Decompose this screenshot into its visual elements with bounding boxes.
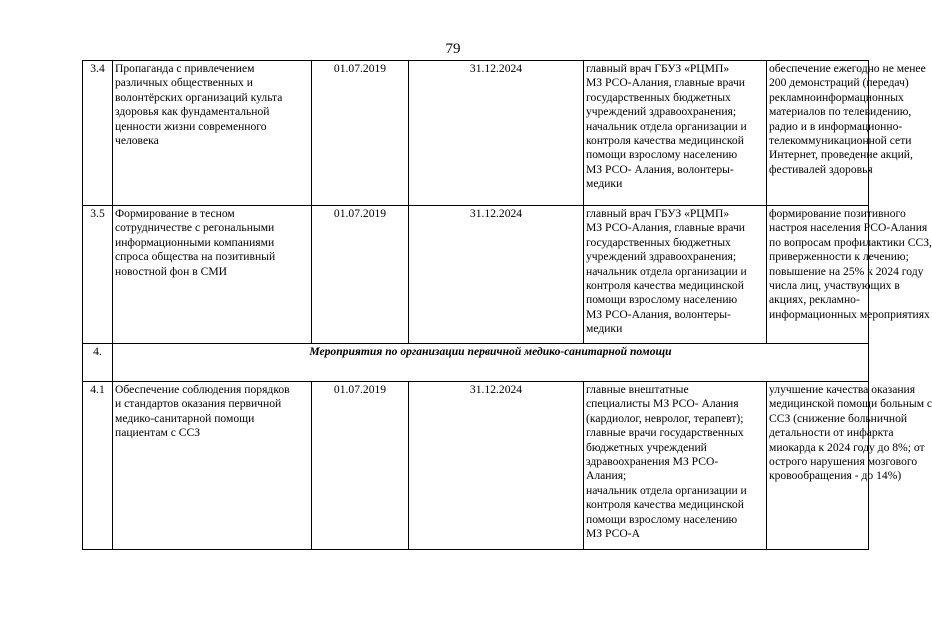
start-date: 01.07.2019 — [312, 206, 409, 344]
result-line: фестивалей здоровья — [769, 162, 873, 176]
responsible-line: начальник отдела организации и — [586, 483, 747, 497]
responsible-cell — [584, 206, 767, 344]
result-cell — [767, 61, 926, 206]
result-line: повышение на 25% к 2024 году — [769, 264, 924, 278]
result-line: ССЗ (снижение больничной — [769, 411, 908, 425]
event-line: здоровья как фундаментальной — [115, 105, 270, 119]
event-line: ценности жизни современного — [115, 119, 267, 133]
event-line: Обеспечение соблюдения порядков — [115, 383, 290, 396]
responsible-line: (кардиолог, невролог, терапевт); — [586, 411, 744, 425]
event-line: различных общественных и — [115, 76, 253, 90]
page-number: 79 — [445, 41, 461, 57]
result-line: телекоммуникационной сети — [769, 134, 912, 148]
responsible-line: контроля качества медицинской — [586, 498, 744, 512]
event-line: пациентам с ССЗ — [115, 426, 201, 440]
responsible-line: начальник отдела организации и — [586, 119, 747, 133]
responsible-line: бюджетных учреждений — [586, 440, 707, 454]
event-line: сотрудничестве с регональными — [115, 221, 275, 235]
responsible-line: МЗ РСО-А — [586, 527, 640, 541]
event-line: медико-санитарной помощи — [115, 411, 255, 425]
result-line: акциях, рекламно- — [769, 293, 860, 307]
event-line: человека — [115, 134, 159, 148]
result-line: Интернет, проведение акций, — [769, 148, 913, 162]
end-date: 31.12.2024 — [409, 206, 584, 344]
result-line: радио и в информационно- — [769, 119, 903, 133]
responsible-line: контроля качества медицинской — [586, 134, 744, 148]
result-line: 200 демонстраций (передач) — [769, 76, 909, 90]
responsible-line: медики — [586, 322, 623, 336]
event-line: Пропаганда с привлечением — [115, 62, 255, 75]
result-cell — [767, 206, 932, 344]
responsible-line: МЗ РСО-Алания, главные врачи — [586, 221, 746, 235]
activity-table — [82, 60, 932, 550]
section-number: 4. — [83, 344, 113, 382]
result-line: обеспечение ежегодно не менее — [769, 62, 926, 75]
responsible-line: здравоохранения МЗ РСО- — [586, 455, 719, 469]
event-line: информационными компаниями — [115, 235, 275, 249]
section-title: Мероприятия по организации первичной медико-санитарной помощи — [113, 344, 869, 382]
responsible-line: начальник отдела организации и — [586, 264, 747, 278]
responsible-line: учреждений здравоохранения; — [586, 105, 737, 119]
result-line: кровообращения - до 14%) — [769, 469, 902, 483]
responsible-line: государственных бюджетных — [586, 90, 731, 104]
responsible-line: государственных бюджетных — [586, 235, 731, 249]
responsible-cell — [584, 61, 767, 206]
responsible-line: медики — [586, 177, 623, 191]
table-row-3-4 — [83, 61, 869, 206]
responsible-line: МЗ РСО-Алания, главные врачи — [586, 76, 746, 90]
result-line: по вопросам профилактики ССЗ, — [769, 235, 932, 249]
responsible-line: Алания; — [586, 469, 627, 483]
responsible-line: учреждений здравоохранения; — [586, 250, 737, 264]
responsible-line: помощи взрослому населению — [586, 293, 738, 307]
responsible-cell — [584, 382, 767, 550]
event-line: новостной фон в СМИ — [115, 264, 227, 278]
responsible-line: помощи взрослому населению — [586, 512, 738, 526]
row-number: 3.5 — [83, 206, 113, 344]
result-line: настроя населения РСО-Алания — [769, 221, 928, 235]
result-line: детальности от инфаркта — [769, 426, 894, 440]
responsible-line: помощи взрослому населению — [586, 148, 738, 162]
event-line: Формирование в тесном — [115, 207, 235, 220]
responsible-line: контроля качества медицинской — [586, 279, 744, 293]
section-row-4 — [83, 344, 869, 382]
result-line: формирование позитивного — [769, 207, 906, 220]
start-date: 01.07.2019 — [312, 382, 409, 550]
event-line: волонтёрских организаций культа — [115, 90, 283, 104]
end-date: 31.12.2024 — [409, 382, 584, 550]
table-row-3-5 — [83, 206, 869, 344]
event-cell — [113, 61, 312, 206]
result-line: приверженности к лечению; — [769, 250, 909, 264]
event-line: и стандартов оказания первичной — [115, 397, 282, 411]
responsible-line: МЗ РСО-Алания, волонтеры- — [586, 307, 731, 321]
responsible-line: главный врач ГБУЗ «РЦМП» — [586, 207, 730, 220]
result-line: материалов по телевидению, — [769, 105, 912, 119]
start-date: 01.07.2019 — [312, 61, 409, 206]
result-line: медицинской помощи больным с — [769, 397, 932, 411]
result-line: улучшение качества оказания — [769, 383, 916, 396]
event-cell — [113, 382, 312, 550]
result-cell — [767, 382, 932, 550]
row-number: 4.1 — [83, 382, 113, 550]
row-number: 3.4 — [83, 61, 113, 206]
result-line: числа лиц, участвующих в — [769, 279, 900, 293]
result-line: информационных мероприятиях — [769, 307, 930, 321]
responsible-line: специалисты МЗ РСО- Алания — [586, 397, 739, 411]
result-line: острого нарушения мозгового — [769, 455, 918, 469]
event-line: спроса общества на позитивный — [115, 250, 276, 264]
event-cell — [113, 206, 312, 344]
responsible-line: МЗ РСО- Алания, волонтеры- — [586, 162, 734, 176]
responsible-line: главные внештатные — [586, 383, 689, 396]
end-date: 31.12.2024 — [409, 61, 584, 206]
table-row-4-1 — [83, 382, 869, 550]
responsible-line: главные врачи государственных — [586, 426, 744, 440]
responsible-line: главный врач ГБУЗ «РЦМП» — [586, 62, 730, 75]
result-line: рекламноинформационных — [769, 90, 904, 104]
result-line: миокарда к 2024 году до 8%; от — [769, 440, 925, 454]
